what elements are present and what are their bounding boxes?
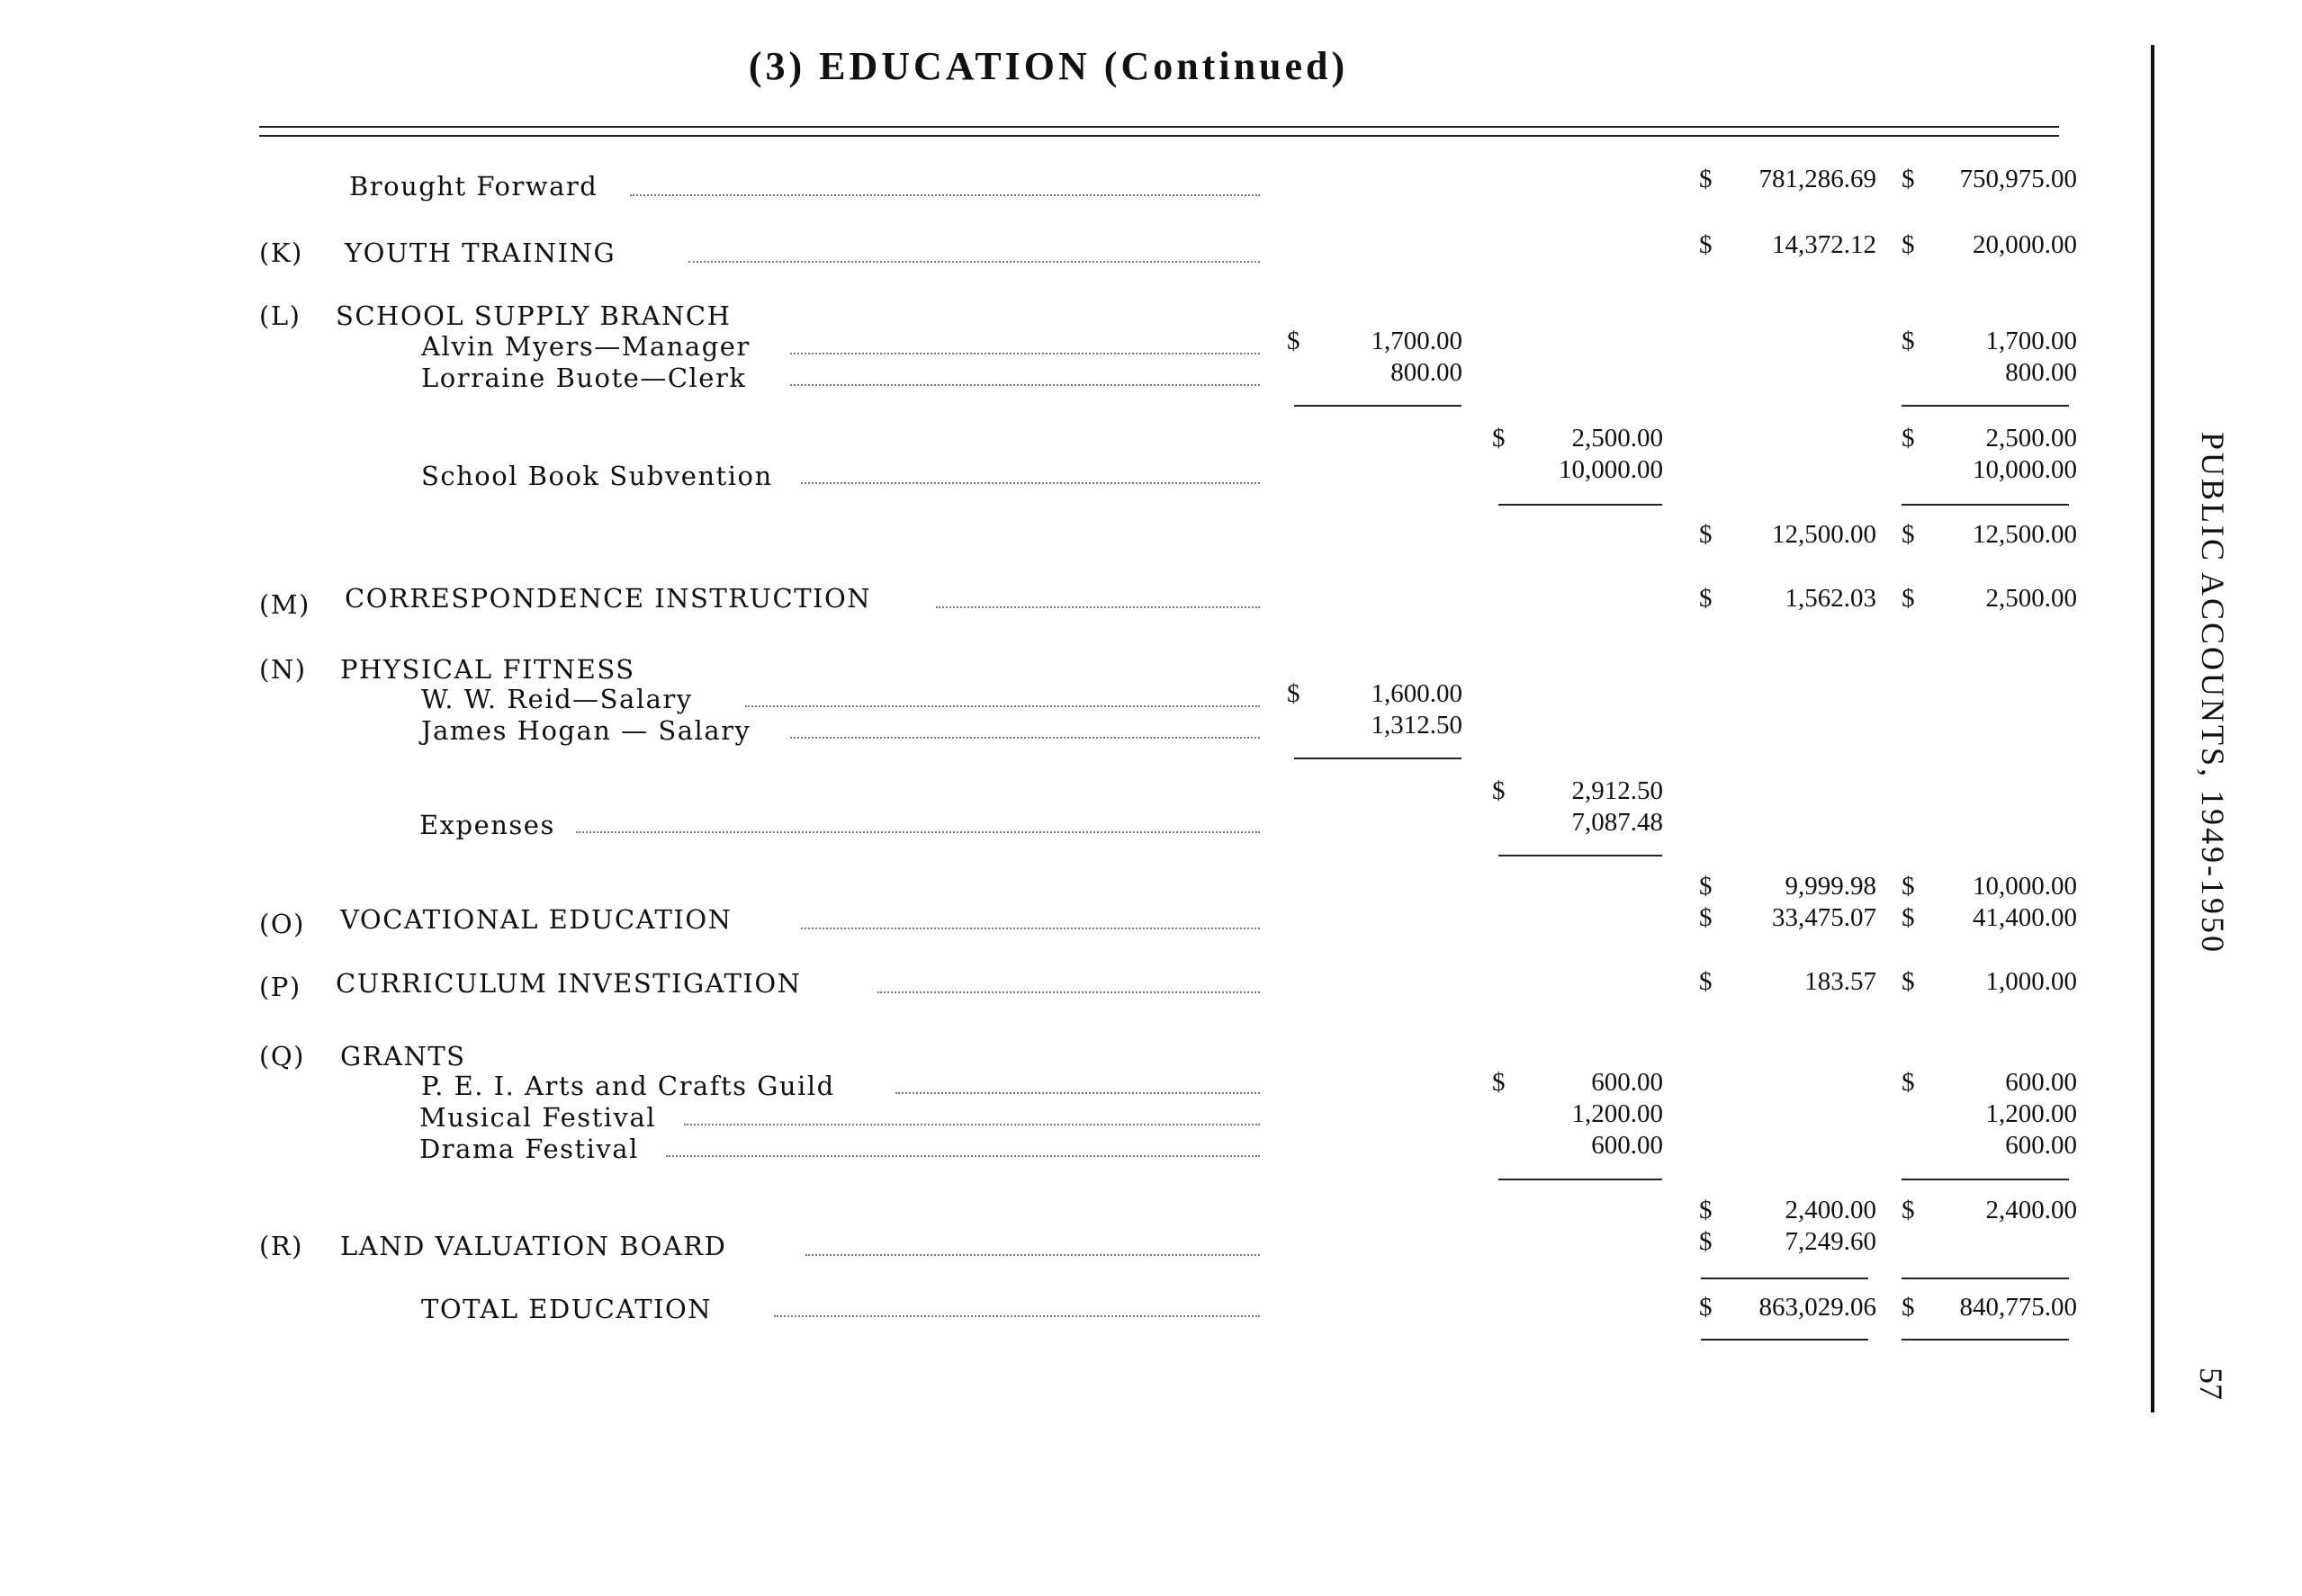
dot-leader [877, 991, 1260, 993]
dollar-sign: $ [1902, 327, 1915, 355]
amount: 10,000.00 [1973, 872, 2077, 901]
amount: 800.00 [2005, 358, 2077, 387]
amount: 1,200.00 [1571, 1099, 1663, 1128]
dollar-sign: $ [1699, 165, 1713, 193]
subtotal-rule [1902, 504, 2069, 506]
header-rule [259, 135, 2059, 137]
dollar-sign: $ [1902, 1068, 1915, 1097]
amount: 750,975.00 [1959, 165, 2077, 193]
amount: 1,562.03 [1785, 584, 1876, 613]
dollar-sign: $ [1699, 520, 1713, 549]
dollar-sign: $ [1492, 1068, 1506, 1097]
amount: 12,500.00 [1772, 520, 1876, 549]
section-heading: YOUTH TRAINING [345, 238, 616, 268]
amount: 600.00 [1591, 1131, 1663, 1160]
section-letter: (O) [259, 909, 305, 939]
dot-leader [936, 606, 1260, 608]
section-heading: LAND VALUATION BOARD [340, 1231, 727, 1261]
section-letter: (Q) [259, 1041, 305, 1071]
amount: 7,249.60 [1785, 1227, 1876, 1256]
dollar-sign: $ [1699, 584, 1713, 613]
amount: 33,475.07 [1772, 903, 1876, 932]
subtotal-rule [1902, 1179, 2069, 1180]
dot-leader [684, 1124, 1260, 1125]
section-letter: (K) [259, 238, 303, 268]
section-heading: CORRESPONDENCE INSTRUCTION [345, 583, 872, 614]
subtotal-rule [1294, 758, 1461, 759]
dollar-sign: $ [1902, 584, 1915, 613]
dollar-sign: $ [1699, 872, 1713, 901]
dot-leader [688, 261, 1260, 263]
amount: 14,372.12 [1772, 230, 1876, 259]
amount: 9,999.98 [1785, 872, 1876, 901]
dollar-sign: $ [1902, 520, 1915, 549]
amount: 800.00 [1390, 358, 1462, 387]
row-label: Brought Forward [349, 171, 598, 202]
amount: 12,500.00 [1973, 520, 2077, 549]
dot-leader [895, 1092, 1260, 1094]
dot-leader [790, 353, 1260, 354]
row-label: Expenses [419, 810, 555, 840]
dollar-sign: $ [1699, 903, 1713, 932]
section-letter: (M) [259, 589, 310, 620]
dot-leader [805, 1254, 1260, 1256]
dot-leader [774, 1315, 1260, 1317]
dot-leader [790, 737, 1260, 739]
amount: 600.00 [2005, 1131, 2077, 1160]
section-letter: (N) [259, 654, 307, 685]
dollar-sign: $ [1902, 967, 1915, 996]
total-amount: 863,029.06 [1758, 1293, 1876, 1322]
dot-leader [790, 384, 1260, 386]
amount: 2,500.00 [1985, 584, 2077, 613]
row-label: P. E. I. Arts and Crafts Guild [421, 1071, 835, 1101]
amount: 2,400.00 [1985, 1196, 2077, 1224]
dollar-sign: $ [1902, 424, 1915, 453]
dot-leader [666, 1155, 1260, 1157]
subtotal-rule [1902, 405, 2069, 407]
amount: 1,312.50 [1371, 711, 1462, 740]
dollar-sign: $ [1492, 776, 1506, 805]
section-letter: (R) [259, 1231, 303, 1261]
amount: 1,700.00 [1371, 327, 1462, 355]
total-amount: 840,775.00 [1959, 1293, 2077, 1322]
amount: 10,000.00 [1973, 455, 2077, 484]
dot-leader [745, 705, 1260, 707]
dollar-sign: $ [1902, 872, 1915, 901]
section-letter: (L) [259, 300, 301, 331]
total-label: TOTAL EDUCATION [421, 1294, 713, 1324]
running-head: PUBLIC ACCOUNTS, 1949-1950 [2195, 432, 2231, 955]
section-heading: GRANTS [340, 1041, 466, 1071]
subtotal-rule [1498, 855, 1662, 856]
row-label: Alvin Myers—Manager [421, 331, 751, 362]
section-heading: PHYSICAL FITNESS [340, 654, 635, 685]
amount: 2,500.00 [1985, 424, 2077, 453]
dollar-sign: $ [1902, 230, 1915, 259]
amount: 10,000.00 [1559, 455, 1663, 484]
amount: 7,087.48 [1571, 808, 1663, 837]
amount: 781,286.69 [1758, 165, 1876, 193]
margin-bar [2151, 45, 2154, 1412]
subtotal-rule [1701, 1278, 1868, 1279]
total-rule [1701, 1339, 1868, 1340]
row-label: Drama Festival [419, 1134, 639, 1164]
dollar-sign: $ [1492, 424, 1506, 453]
section-heading: VOCATIONAL EDUCATION [340, 904, 733, 935]
amount: 2,400.00 [1785, 1196, 1876, 1224]
amount: 1,700.00 [1985, 327, 2077, 355]
dollar-sign: $ [1699, 967, 1713, 996]
subtotal-rule [1498, 504, 1662, 506]
row-label: W. W. Reid—Salary [421, 684, 693, 714]
total-rule [1902, 1339, 2069, 1340]
subtotal-rule [1294, 405, 1461, 407]
dollar-sign: $ [1287, 679, 1300, 708]
amount: 41,400.00 [1973, 903, 2077, 932]
amount: 1,000.00 [1985, 967, 2077, 996]
row-label: James Hogan — Salary [421, 715, 751, 746]
dot-leader [576, 831, 1260, 833]
amount: 1,600.00 [1371, 679, 1462, 708]
amount: 183.57 [1804, 967, 1876, 996]
dollar-sign: $ [1902, 165, 1915, 193]
page-title: (3) EDUCATION (Continued) [748, 44, 1349, 88]
dollar-sign: $ [1902, 903, 1915, 932]
subtotal-rule [1498, 1179, 1662, 1180]
amount: 20,000.00 [1973, 230, 2077, 259]
dollar-sign: $ [1287, 327, 1300, 355]
dot-leader [630, 194, 1260, 196]
dot-leader [801, 928, 1260, 929]
amount: 600.00 [1591, 1068, 1663, 1097]
section-heading: CURRICULUM INVESTIGATION [336, 968, 802, 999]
section-letter: (P) [259, 972, 301, 1002]
dollar-sign: $ [1699, 230, 1713, 259]
row-label: Musical Festival [419, 1102, 657, 1133]
amount: 1,200.00 [1985, 1099, 2077, 1128]
dollar-sign: $ [1699, 1196, 1713, 1224]
dollar-sign: $ [1902, 1293, 1915, 1322]
dollar-sign: $ [1699, 1227, 1713, 1256]
dot-leader [801, 482, 1260, 484]
dollar-sign: $ [1902, 1196, 1915, 1224]
row-label: Lorraine Buote—Clerk [421, 363, 747, 393]
amount: 600.00 [2005, 1068, 2077, 1097]
subtotal-rule [1902, 1278, 2069, 1279]
amount: 2,912.50 [1571, 776, 1663, 805]
amount: 2,500.00 [1571, 424, 1663, 453]
header-rule [259, 126, 2059, 128]
page-number: 57 [2193, 1367, 2229, 1400]
section-heading: SCHOOL SUPPLY BRANCH [336, 300, 732, 331]
dollar-sign: $ [1699, 1293, 1713, 1322]
row-label: School Book Subvention [421, 461, 773, 491]
